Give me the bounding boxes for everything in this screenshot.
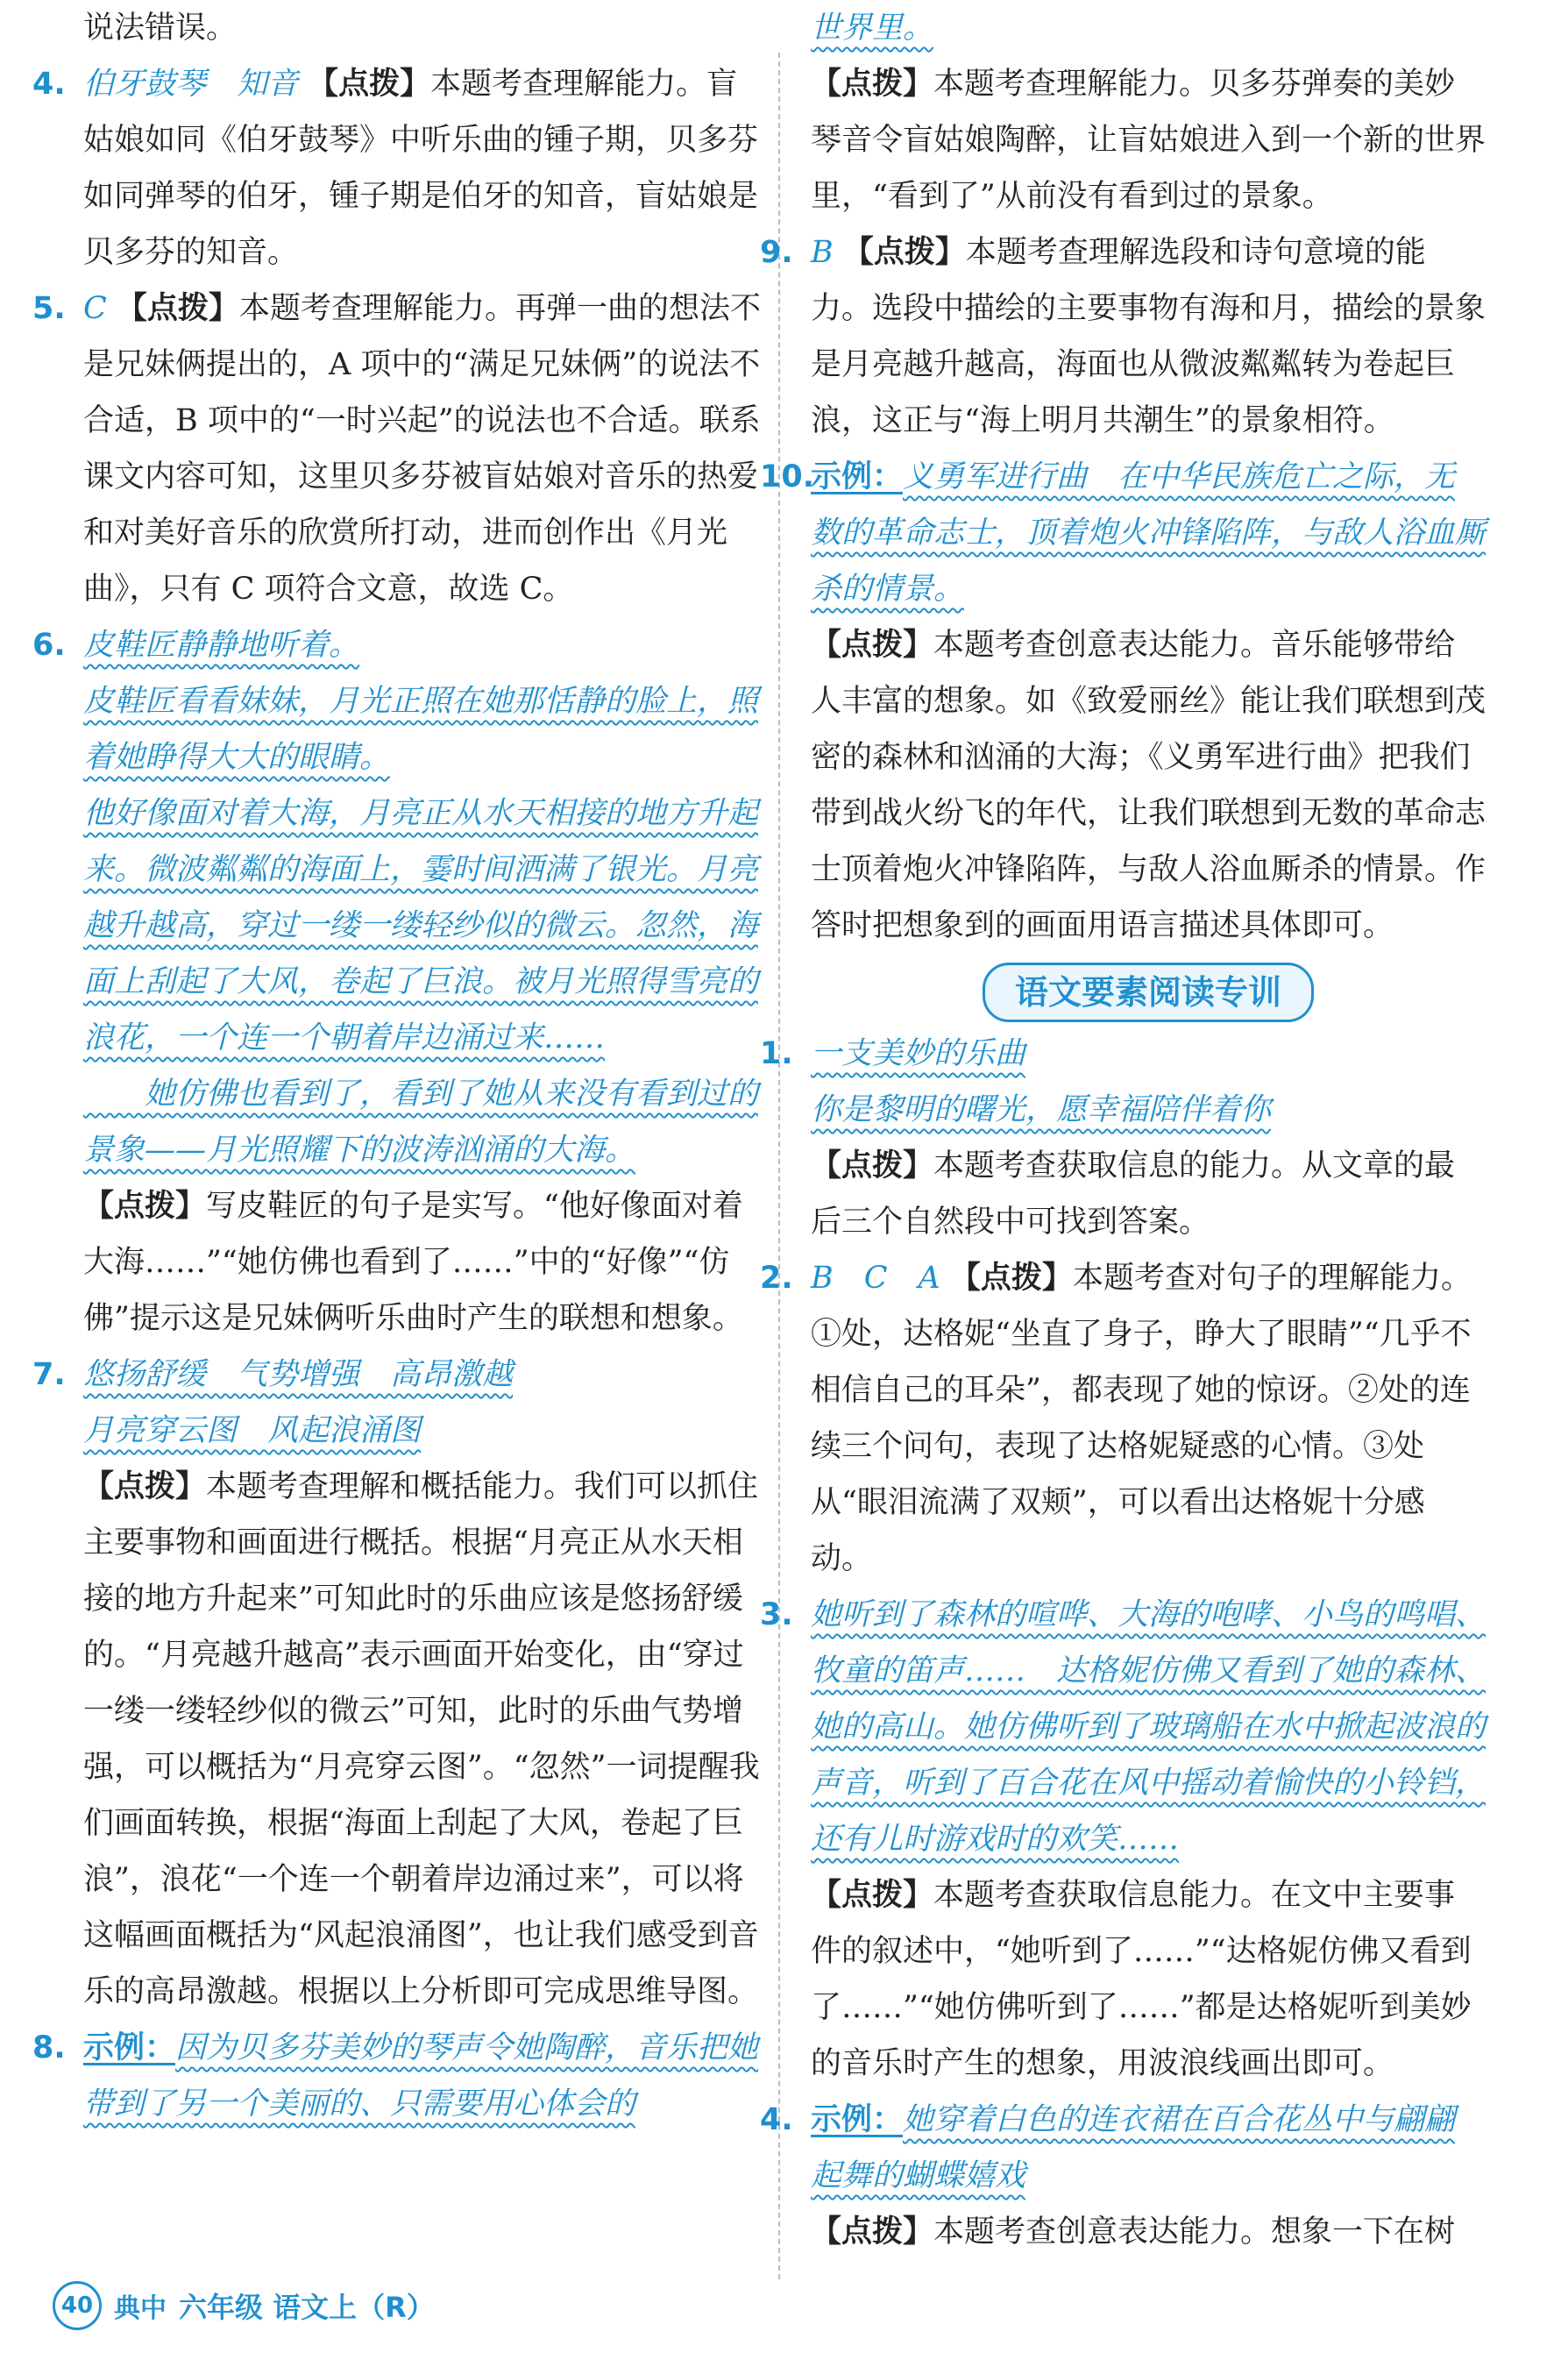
tip-label: 【点拨】 [83, 1468, 207, 1504]
answer-item [760, 224, 1486, 449]
example-label: 示例： [811, 458, 904, 494]
answer-paragraph [811, 617, 1486, 954]
answer-item [760, 449, 1486, 617]
explanation-text: 本题考查理解选段和诗句意境的能力。选段中描绘的主要事物有海和月，描绘的景象是月亮越升越高，海面也从微波粼粼转为卷起巨浪，这正与“海上明月共潮生”的景象相符。 [811, 235, 1486, 438]
handwritten-answer: 皮鞋匠看看妹妹，月光正照在她那恬静的脸上，照着她睁得大大的眼睛。 [83, 684, 759, 775]
answer-paragraph [811, 1082, 1486, 1138]
explanation-text: 本题考查理解能力。再弹一曲的想法不是兄妹俩提出的，A 项中的“满足兄妹俩”的说法不合适，B 项中的“一时兴起”的说法也不合适。联系课文内容可知，这里贝多芬被盲姑娘对音乐的热爱和对美好音乐的欣赏所打动，进而创作出《月光曲》，只有 C 项符合文意，故选 C。 [83, 291, 761, 607]
section-banner: 语文要素阅读专训 [983, 963, 1314, 1022]
explanation-text: 写皮鞋匠的句子是实写。“他好像面对着大海……”“她仿佛也看到了……”中的“好像”“仿佛”提示这是兄妹俩听乐曲时产生的联想和想象。 [83, 1189, 743, 1336]
example-label: 示例： [811, 2101, 904, 2137]
tip-label: 【点拨】 [811, 66, 934, 102]
answer-item [760, 2092, 1486, 2204]
explanation-text: 本题考查获取信息能力。在文中主要事件的叙述中，“她听到了……”“达格妮仿佛又看到了……”“她仿佛听到了……”都是达格妮听到美妙的音乐时产生的想象，用波浪线画出即可。 [811, 1878, 1472, 2081]
tip-label: 【点拨】 [811, 1148, 934, 1184]
handwritten-answer: 她穿着白色的连衣裙在百合花丛中与翩翩起舞的蝴蝶嬉戏 [811, 2102, 1456, 2193]
handwritten-answer: 义勇军进行曲 在中华民族危亡之际，无数的革命志士，顶着炮火冲锋陷阵，与敌人浴血厮杀的情景。 [811, 459, 1486, 607]
tip-label: 【点拨】 [811, 1877, 934, 1913]
question-number: 6. [32, 628, 66, 663]
paragraph-text: 说法错误。 [83, 11, 238, 46]
question-number: 4. [760, 2102, 793, 2137]
answer-text: C [83, 291, 107, 326]
handwritten-answer: 她仿佛也看到了，看到了她从来没有看到过的景象——月光照耀下的波涛汹涌的大海。 [83, 1077, 759, 1168]
tip-label: 【点拨】 [811, 2214, 934, 2250]
question-number: 10. [760, 459, 815, 494]
question-number: 9. [760, 235, 793, 270]
explanation-text: 本题考查理解和概括能力。我们可以抓住主要事物和画面进行概括。根据“月亮正从水天相接的地方升起来”可知此时的乐曲应该是悠扬舒缓的。“月亮越升越高”表示画面开始变化，由“穿过一缕一缕轻纱似的微云”可知，此时的乐曲气势增强，可以概括为“月亮穿云图”。“忽然”一词提醒我们画面转换，根据“海面上刮起了大风，卷起了巨浪”，浪花“一个连一个朝着岸边涌过来”，可以将这幅画面概括为“风起浪涌图”，也让我们感受到音乐的高昂激越。根据以上分析即可完成思维导图。 [83, 1469, 760, 2009]
answer-item [32, 56, 767, 281]
answer-paragraph [811, 2204, 1486, 2260]
tip-label: 【点拨】 [842, 234, 966, 270]
brand-logo: 典中 [114, 2293, 167, 2324]
answer-text: 伯牙鼓琴 知音 [83, 67, 299, 102]
answer-item [760, 1587, 1486, 1867]
answer-paragraph [811, 0, 1486, 56]
answer-paragraph [83, 1178, 767, 1347]
question-number: 2. [760, 1261, 793, 1296]
question-number: 4. [32, 67, 66, 102]
explanation-text: 本题考查理解能力。盲姑娘如同《伯牙鼓琴》中听乐曲的锺子期，贝多芬如同弹琴的伯牙，锺子期是伯牙的知音，盲姑娘是贝多芬的知音。 [83, 67, 759, 270]
answer-item [760, 1250, 1486, 1587]
tip-label: 【点拨】 [949, 1260, 1073, 1296]
handwritten-answer: 一支美妙的乐曲 [811, 1036, 1026, 1071]
tip-label: 【点拨】 [83, 1188, 207, 1224]
answer-paragraph [83, 0, 767, 56]
answer-paragraph [83, 673, 767, 785]
answer-item [32, 281, 767, 617]
question-number: 1. [760, 1036, 793, 1071]
handwritten-answer: 你是黎明的曙光，愿幸福陪伴着你 [811, 1092, 1272, 1127]
handwritten-answer: 世界里。 [811, 11, 934, 46]
explanation-text: 本题考查对句子的理解能力。①处，达格妮“坐直了身子，睁大了眼睛”“几乎不相信自己的耳朵”，都表现了她的惊讶。②处的连续三个问句，表现了达格妮疑惑的心情。③处从“眼泪流满了双颊”，可以看出达格妮十分感动。 [811, 1261, 1472, 1576]
left-column [32, 0, 767, 2132]
handwritten-answer: 悠扬舒缓 气势增强 高昂激越 [83, 1357, 514, 1392]
handwritten-answer: 皮鞋匠静静地听着。 [83, 628, 360, 663]
answer-paragraph [83, 785, 767, 1066]
answer-item [32, 2020, 767, 2132]
answer-item [32, 617, 767, 673]
footer-grade: 六年级 语文上（R） [179, 2291, 435, 2324]
question-number: 7. [32, 1357, 66, 1392]
explanation-text: 本题考查获取信息的能力。从文章的最后三个自然段中可找到答案。 [811, 1148, 1456, 1240]
answer-paragraph [811, 56, 1486, 224]
answer-paragraph [83, 1459, 767, 2020]
answer-paragraph [83, 1066, 767, 1178]
answer-item [760, 1026, 1486, 1082]
handwritten-answer: 他好像面对着大海，月亮正从水天相接的地方升起来。微波粼粼的海面上，霎时间洒满了银光。月亮越升越高，穿过一缕一缕轻纱似的微云。忽然，海面上刮起了大风，卷起了巨浪。被月光照得雪亮的浪花，一个连一个朝着岸边涌过来…… [83, 796, 759, 1056]
tip-label: 【点拨】 [811, 627, 934, 663]
handwritten-answer: 她听到了森林的喧哗、大海的咆哮、小鸟的鸣唱、牧童的笛声…… 达格妮仿佛又看到了她的森林、她的高山。她仿佛听到了玻璃船在水中掀起波浪的声音，听到了百合花在风中摇动着愉快的小铃铛，还有儿时游戏时的欢笑…… [811, 1597, 1486, 1857]
handwritten-answer: 月亮穿云图 风起浪涌图 [83, 1413, 422, 1448]
example-label: 示例： [83, 2029, 176, 2065]
tip-label: 【点拨】 [116, 290, 239, 326]
answer-paragraph [811, 1867, 1486, 2092]
question-number: 3. [760, 1597, 793, 1632]
answer-paragraph [811, 1138, 1486, 1250]
explanation-text: 本题考查创意表达能力。想象一下在树 [933, 2214, 1456, 2250]
right-column [760, 0, 1486, 2260]
answer-paragraph [83, 1403, 767, 1459]
answer-item [32, 1347, 767, 1403]
handwritten-answer: 因为贝多芬美妙的琴声令她陶醉，音乐把她带到了另一个美丽的、只需要用心体会的 [83, 2030, 759, 2122]
section-banner-wrap [811, 963, 1486, 1022]
explanation-text: 本题考查理解能力。贝多芬弹奏的美妙琴音令盲姑娘陶醉，让盲姑娘进入到一个新的世界里，“看到了”从前没有看到过的景象。 [811, 67, 1486, 214]
question-number: 5. [32, 291, 66, 326]
page-number: 40 [53, 2281, 102, 2330]
question-number: 8. [32, 2030, 66, 2065]
tip-label: 【点拨】 [308, 66, 431, 102]
answer-text: B C A [811, 1261, 940, 1296]
explanation-text: 本题考查创意表达能力。音乐能够带给人丰富的想象。如《致爱丽丝》能让我们联想到茂密的森林和汹涌的大海；《义勇军进行曲》把我们带到战火纷飞的年代，让我们联想到无数的革命志士顶着炮火冲锋陷阵，与敌人浴血厮杀的情景。作答时把想象到的画面用语言描述具体即可。 [811, 628, 1486, 943]
column-divider [778, 53, 780, 2279]
page-footer [53, 2284, 435, 2328]
answer-text: B [811, 235, 834, 270]
